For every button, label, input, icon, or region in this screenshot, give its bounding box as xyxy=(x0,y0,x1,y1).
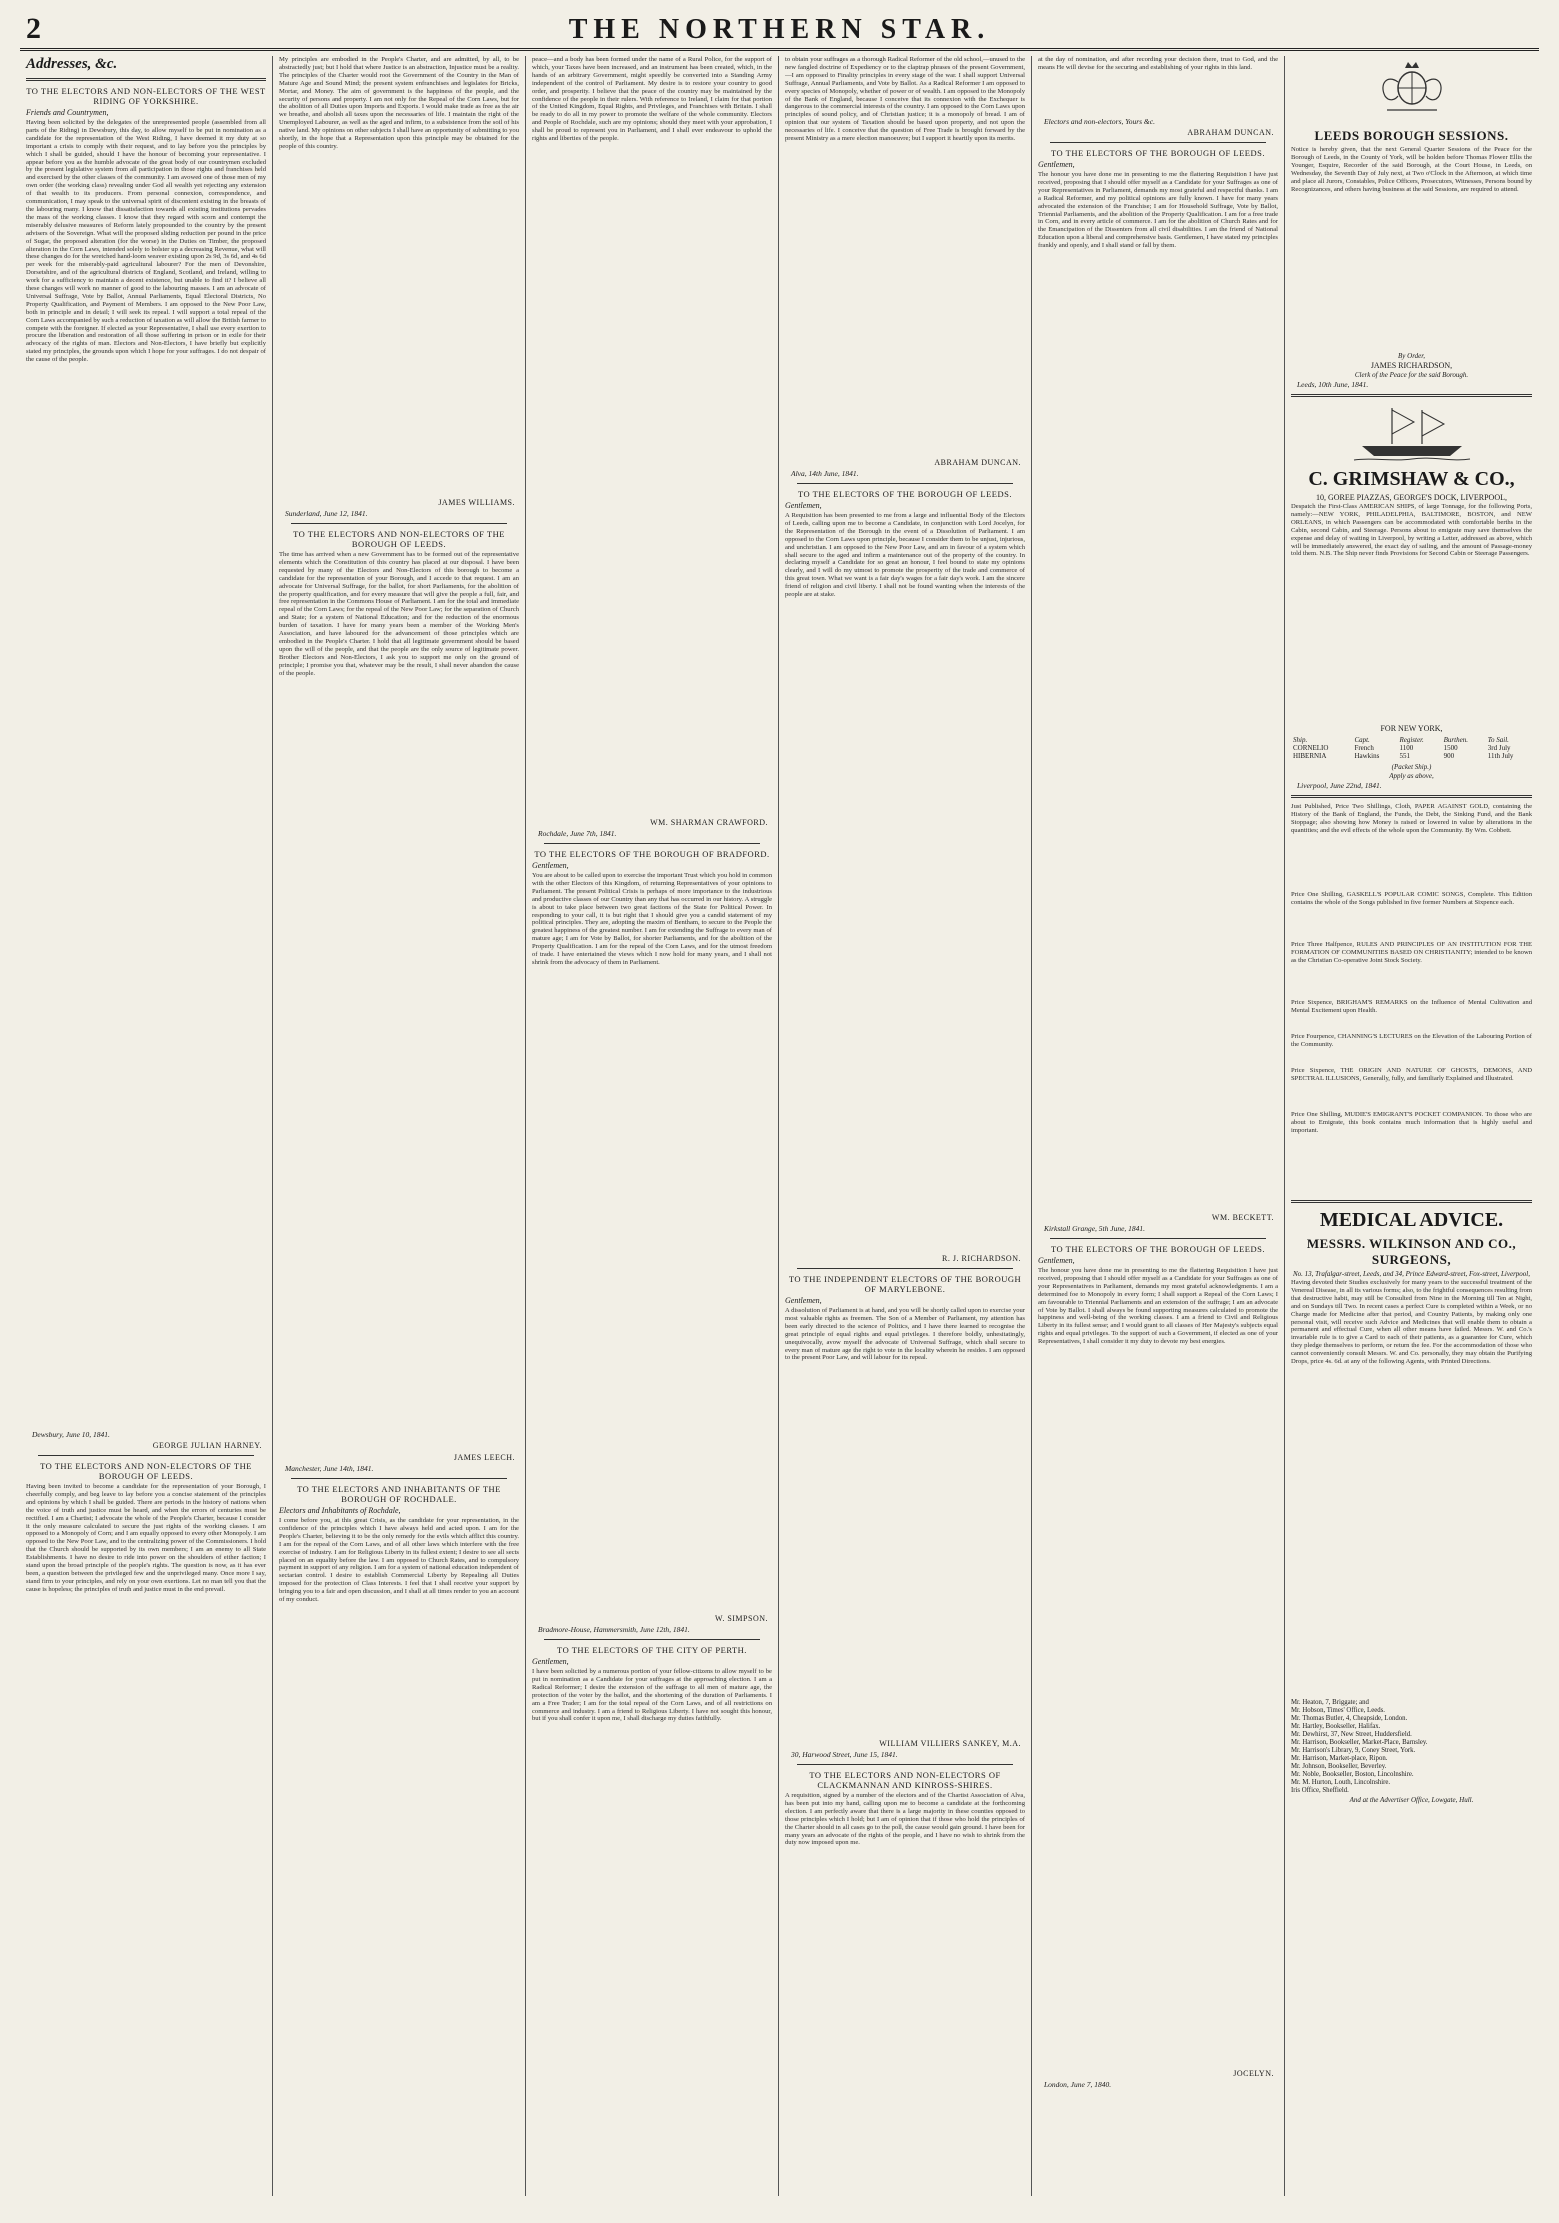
article-title: TO THE ELECTORS AND INHABITANTS OF THE BOROUGH OF ROCHDALE. xyxy=(297,1484,501,1504)
article-signature: ABRAHAM DUNCAN. xyxy=(1187,128,1274,137)
list-item: Mr. M. Hurton, Louth, Lincolnshire. xyxy=(1291,1779,1391,1786)
newspaper-page xyxy=(20,12,1539,2207)
article-signature: JOCELYN. xyxy=(1233,2069,1274,2078)
article-title: TO THE ELECTORS OF THE BOROUGH OF LEEDS. xyxy=(798,489,1012,499)
medical-title: MEDICAL ADVICE. xyxy=(1319,1209,1504,1231)
divider xyxy=(797,1764,1013,1765)
ad-paper-against-gold: Just Published, Price Two Shillings, Cloth, PAPER AGAINST GOLD, containing the History of the Bank of England, the Funds, the Debt, the Sinking Fund, and the Bank Stoppage; also showing how Money is raised or lowered in value by alterations in the quantities; and the evil effects of the whole upon the Community. By Wm. Cobbett. xyxy=(1291,803,1532,891)
divider xyxy=(1291,795,1532,798)
salutation: Friends and Countrymen, xyxy=(26,108,109,117)
list-item: Mr. Hobson, Times' Office, Leeds. xyxy=(1291,1707,1385,1714)
divider xyxy=(1291,394,1532,397)
apply-note: Apply as above, xyxy=(1389,772,1434,780)
article-title: TO THE ELECTORS OF THE BOROUGH OF LEEDS. xyxy=(1051,1244,1265,1254)
article-signature: JAMES LEECH. xyxy=(453,1453,515,1462)
ship-cell: 900 xyxy=(1443,752,1455,760)
column-6 xyxy=(1285,56,1538,2196)
divider xyxy=(1291,1200,1532,1203)
ad-ghosts: Price Sixpence, THE ORIGIN AND NATURE OF GHOSTS, DEMONS, AND SPECTRAL ILLUSIONS, Generally, fully, and familiarly Explained and Illustrated. xyxy=(1291,1067,1532,1111)
ad-channing: Price Fourpence, CHANNING'S LECTURES on the Elevation of the Labouring Portion of the Community. xyxy=(1291,1033,1532,1067)
article-title: TO THE ELECTORS OF THE BOROUGH OF BRADFORD. xyxy=(534,849,770,859)
article-title: TO THE ELECTORS AND NON-ELECTORS OF THE BOROUGH OF LEEDS. xyxy=(40,1461,252,1481)
ship-cell: 551 xyxy=(1399,752,1410,760)
article-date: Sunderland, June 12, 1841. xyxy=(285,509,368,518)
article-date: Manchester, June 14th, 1841. xyxy=(285,1464,374,1473)
article-date: Electors and non-electors, Yours &c. xyxy=(1044,117,1155,126)
table-row xyxy=(1291,752,1532,760)
ship-icon xyxy=(1352,402,1472,462)
section-label: Addresses, &c. xyxy=(26,56,118,72)
divider xyxy=(544,843,760,844)
article-date: London, June 7, 1840. xyxy=(1044,2080,1112,2089)
article-date: Kirkstall Grange, 5th June, 1841. xyxy=(1044,1224,1146,1233)
ad-rules-principles: Price Three Halfpence, RULES AND PRINCIPLES OF AN INSTITUTION FOR THE FORMATION OF COMMUNITIES BASED ON CHRISTIANITY; intended to be known as the Christian Co-operative Joint Stock Society. xyxy=(1291,941,1532,999)
article-body: My principles are embodied in the People's Charter, and are admitted, by all, to be abstractedly just; but I hold that where Justice is an abstraction, Injustice must be a reality. The principles of the Charter would root the Government of the Country in the Man of Mature Age and Sound Mind; the present system enfranchises and legislates for Bricks, Mortar, and Money. The aim of government is the happiness of the people, and the security of persons and property. I am not only for the Repeal of the Corn Laws, but for the abolition of all Duties upon Imports and Exports. I would make trade as free as the air we breathe, and abolish all taxes upon the necessaries of life. I maintain the right of the Unemployed Labourer, as well as the aged and infirm, to a subsistence from the soil of his native land. My opinions on other subjects I shall have an opportunity of submitting to you shortly, in the hope that a Representation upon this principle may be obtained for the people of this country. xyxy=(279,56,519,496)
article-body: Having been invited to become a candidate for the representation of your Borough, I cheerfully comply, and beg leave to lay before you a concise statement of the principles and opinions by which I shall be guided. There are periods in the history of nations when the voice of truth and justice must be heard, and when the errors of centuries must be rectified. I am a Chartist; I advocate the whole of the People's Charter, because I consider it the only measure calculated to secure the just rights of the working classes. I am opposed to a Monopoly of Corn; and I am equally opposed to every other Monopoly. I am opposed to the New Poor Law, and to the centralizing power of the Commissioners. I hold that the Church should be supported by its own members; I am an enemy to all State Establishments. I have no desire to ride into power on the shoulders of either faction; I stand upon the broad principle of the people's rights. The question is now, as it has ever been, a question between the privileged few and the unprivileged many. Once more I say, stand firm to your principles, and rely on your own exertions. Let no man tell you that the cause is hopeless; the principles of truth and justice must in the end prevail. xyxy=(26,1483,266,2133)
article-title: TO THE ELECTORS AND NON-ELECTORS OF CLACKMANNAN AND KINROSS-SHIRES. xyxy=(809,1770,1001,1790)
column-3 xyxy=(526,56,779,2196)
ship-cell: HIBERNIA xyxy=(1293,752,1327,760)
article-signature: R. J. RICHARDSON. xyxy=(942,1254,1021,1263)
column-1 xyxy=(20,56,273,2196)
ad-comic-songs: Price One Shilling, GASKELL'S POPULAR COMIC SONGS, Complete. This Edition contains the whole of the Songs published in five former Numbers at Sixpence each. xyxy=(1291,891,1532,941)
article-body: The honour you have done me in presenting to me the flattering Requisition I have just received, proposing that I should offer myself as a Candidate for your Suffrages as one of your Representatives in Parliament, demands my most grateful and respectful thanks. I am a Radical Reformer, and my political opinions are fully known. I have for many years advocated the extension of the Franchise; I am for Household Suffrage, Vote by Ballot, Triennial Parliaments, and the abolition of the Property Qualification. I am for a free trade in Corn, and in every article of commerce. I am for the abolition of Church Rates and for the Emancipation of the Dissenters from all civil disabilities. I am the friend of National Education upon a liberal and comprehensive basis. Gentlemen, I have stated my principles frankly and openly, and I shall stand or fall by them. xyxy=(1038,171,1278,1211)
list-item: Mr. Harrison, Market-place, Ripon. xyxy=(1291,1755,1388,1762)
divider xyxy=(544,1639,760,1640)
divider xyxy=(797,1268,1013,1269)
article-signature: WM. BECKETT. xyxy=(1211,1213,1274,1222)
table-row xyxy=(1291,744,1532,752)
article-title: TO THE ELECTORS AND NON-ELECTORS OF THE WEST RIDING OF YORKSHIRE. xyxy=(26,86,266,106)
article-signature: WILLIAM VILLIERS SANKEY, M.A. xyxy=(879,1739,1021,1748)
column-2 xyxy=(273,56,526,2196)
list-item: Mr. Johnson, Bookseller, Beverley. xyxy=(1291,1763,1387,1770)
article-body: at the day of nomination, and after recording your decision there, trust to God, and the means He will devise for the securing and establishing of your rights in this land. xyxy=(1038,56,1278,116)
salutation: Gentlemen, xyxy=(785,1296,822,1305)
article-body: I come before you, at this great Crisis, as the candidate for your representation, in the confidence of the principles which I have always held and acted upon. I am for the People's Charter, believing it to be the only remedy for the evils which afflict this country. I am for the repeal of the Corn Laws, and of all other laws which interfere with the free exercise of industry. I am for Religious Liberty in its fullest extent; I desire to see all sects placed on an equality before the law. I am opposed to Church Rates, and to compulsory payment in support of any religion. I am for a system of national education independent of sectarian control. I desire to establish Commercial Liberty by Repealing all Duties imposed for the protection of Class Interests. I feel that I shall receive your support by bringing you to a fair and open discussion, and I shall at all times render to you an account of my conduct. xyxy=(279,1517,519,2177)
article-body: peace—and a body has been formed under the name of a Rural Police, for the support of which, your Taxes have been increased, and an instrument has been created, which, in the hands of an arbitrary Government, might speedily be converted into a Standing Army independent of the control of Parliament. My desire is to restore your country to good order, and prosperity. I believe that the peace of the country may be maintained by the confidence of the people in their rulers. With reference to Ireland, I claim for that portion of the United Kingdom, Equal Rights, and Privileges, and Franchises with Britain. I shall be ready to do all in my power to promote the welfare of the whole community. Electors and People of Rochdale, such are my opinions; should they meet with your approbation, I shall be proud to represent you in Parliament, and I shall ever endeavour to uphold the rights and liberties of the people. xyxy=(532,56,772,816)
for-new-york: FOR NEW YORK, xyxy=(1380,724,1443,733)
list-item: Mr. Harrison's Library, 9, Coney Street, York. xyxy=(1291,1747,1416,1754)
article-title: TO THE ELECTORS OF THE BOROUGH OF LEEDS. xyxy=(1051,148,1265,158)
page-number: 2 xyxy=(26,12,41,45)
article-signature: JAMES WILLIAMS. xyxy=(438,498,515,507)
article-title: TO THE ELECTORS AND NON-ELECTORS OF THE BOROUGH OF LEEDS. xyxy=(293,529,505,549)
newspaper-title: THE NORTHERN STAR. xyxy=(568,14,991,45)
divider xyxy=(38,1455,254,1456)
divider xyxy=(291,1478,507,1479)
salutation: Electors and Inhabitants of Rochdale, xyxy=(279,1506,401,1515)
notice-role: Clerk of the Peace for the said Borough. xyxy=(1354,371,1469,379)
masthead xyxy=(20,12,1539,51)
grimshaw-body: Despatch the First-Class AMERICAN SHIPS, of large Tonnage, for the following Ports, namely:—NEW YORK, PHILADELPHIA, BALTIMORE, BOSTON, and NEW ORLEANS, in which Passengers can be accommodated with comfortable berths in the Cabin, second Cabin, and Steerage. Persons about to emigrate may save themselves the expense and delay of waiting in Liverpool, by writing a Letter, addressed as above, which will be immediately answered, the exact day of sailing, and the amount of Passage-money told them. N.B. The Ship never finds Provisions for Second Cabin or Steerage Passengers. xyxy=(1291,503,1532,723)
salutation: Gentlemen, xyxy=(532,861,569,870)
article-body: You are about to be called upon to exercise the important Trust which you hold in common with the other Electors of this Kingdom, of returning Representatives of your opinions to Parliament. The present Political Crisis is perhaps of more importance to the industrious and productive classes of our Country than any that has occurred in our history. A struggle is about to take place between two great factions of the State for Political Power. In responding to your call, it is but right that I should give you a candid statement of my political principles. They are, adopting the maxim of Bentham, to secure to the People the greatest happiness of the greatest number. I am for extending the Suffrage to every man of mature age; I am for Vote by Ballot, for shorter Parliaments, and for the abolition of the Property Qualification. I am for the repeal of the Corn Laws, and for the utmost freedom of trade. I have entertained the views which I now hold for many years, and I shall not shrink from the advocacy of them in Parliament. xyxy=(532,872,772,1612)
divider xyxy=(797,483,1013,484)
ship-cell: French xyxy=(1354,744,1374,752)
article-body: to obtain your suffrages as a thorough Radical Reformer of the old school,—unused to the new fangled doctrine of Expediency or to the claptrap phrases of the present Government,—I am opposed to Finality principles in every stage of the war. I shall support Universal Suffrage, Annual Parliaments, and Vote by Ballot. As a Radical Reformer I am opposed to every species of Monopoly, whether of power or of wealth. I am opposed to the Monopoly of the Bank of England, because I conceive that its connexion with the Exchequer is dangerous to the commercial interests of the country. I am opposed to the Corn Laws upon principles of sound policy, and of Christian justice; it is a monopoly of bread. I am of opinion that our system of Taxation should be based upon property, and not upon the necessaries of life. I conceive that the question of Free Trade is brought forward by the present Ministry as a mere election manoeuvre; but I support it heartily upon its merits. xyxy=(785,56,1025,456)
article-title: TO THE INDEPENDENT ELECTORS OF THE BOROUGH OF MARYLEBONE. xyxy=(788,1274,1022,1294)
list-item: Iris Office, Sheffield. xyxy=(1291,1787,1349,1794)
divider xyxy=(26,78,266,81)
article-body: I have been solicited by a numerous portion of your fellow-citizens to allow myself to be put in nomination as a Candidate for your suffrages at the approaching election. I am a Radical Reformer; I desire the extension of the suffrage to all men of mature age, the protection of the voter by the ballot, and the shortening of the duration of Parliaments. I am a Free Trader; I am for the total repeal of the Corn Laws, and of all restrictions on commerce and industry. I am a friend to Religious Liberty. I have not sought this honour, but if you shall confer it upon me, I shall discharge my duties faithfully. xyxy=(532,1668,772,2138)
article-body: A Requisition has been presented to me from a large and influential Body of the Electors of Leeds, calling upon me to become a Candidate, in conjunction with Lord Jocelyn, for the Representation of the Borough in the event of a Dissolution of Parliament. I am opposed to the Corn Laws upon principle, because I consider them to be unjust, injurious, and unchristian. I am opposed to the New Poor Law, and am in favour of a system which shall secure to the aged and infirm a maintenance out of the property of the country. In declaring myself a Candidate for so great an honour, I feel bound to state my opinions clearly, and I will do my utmost to promote the prosperity of the trade and commerce of this great town. What we want is a fair day's wages for a fair day's work. I am the sincere friend of religion and civil liberty. I shall not be found wanting when the interests of the people are at stake. xyxy=(785,512,1025,1252)
ship-cell: 11th July xyxy=(1487,752,1514,760)
divider xyxy=(1050,142,1266,143)
article-date: Alva, 14th June, 1841. xyxy=(791,469,859,478)
medical-address: No. 13, Trafalgar-street, Leeds, and 34, Prince Edward-street, Fox-street, Liverpool, xyxy=(1293,1270,1530,1278)
salutation: Gentlemen, xyxy=(1038,1256,1075,1265)
divider xyxy=(1050,1238,1266,1239)
column-4 xyxy=(779,56,1032,2196)
ship-col-header: To Sail. xyxy=(1487,736,1509,744)
grimshaw-address: 10, GOREE PIAZZAS, GEORGE'S DOCK, LIVERPOOL, xyxy=(1316,493,1507,502)
list-item: Mr. Harrison, Bookseller, Market-Place, Barnsley. xyxy=(1291,1739,1428,1746)
salutation: Gentlemen, xyxy=(785,501,822,510)
grimshaw-date: Liverpool, June 22nd, 1841. xyxy=(1297,781,1382,790)
article-date: Dewsbury, June 10, 1841. xyxy=(32,1430,110,1439)
packet-note: (Packet Ship.) xyxy=(1391,763,1432,771)
medical-footer: And at the Advertiser Office, Lowgate, Hull. xyxy=(1349,1796,1474,1804)
notice-by-order: By Order, xyxy=(1398,352,1425,360)
article-signature: GEORGE JULIAN HARNEY. xyxy=(152,1441,262,1450)
ship-col-header: Burthen. xyxy=(1443,736,1468,744)
article-body: The time has arrived when a new Government has to be formed out of the representative elements which the Constitution of this country has placed at our disposal. I have been requested by many of the Electors and Non-Electors of this borough to become a candidate for the representation of your Borough, and I accede to that request. I am an advocate for Universal Suffrage, for the ballot, for short Parliaments, for the abolition of the property qualification, and for every measure that will give the people a full, fair, and free representation in the Commons House of Parliament. I am for the total and immediate repeal of the Corn Laws; for the repeal of the New Poor Law; for the separation of Church and State; for a system of National Education; and for the reduction of the enormous burden of taxation. I have for many years been a member of the Working Men's Association, and have laboured for the advancement of those principles which are embodied in the People's Charter. I hold that all legitimate government should be based upon the will of the people, and that the people are the only source of legitimate power. Brother Electors and Non-Electors, I ask you to support me only on the ground of principle; I promise you that, whatever may be the result, I shall never abandon the cause of the people. xyxy=(279,551,519,1451)
notice-date: Leeds, 10th June, 1841. xyxy=(1297,380,1369,389)
article-date: 30, Harwood Street, June 15, 1841. xyxy=(791,1750,898,1759)
list-item: Mr. Thomas Butler, 4, Cheapside, London. xyxy=(1291,1715,1408,1722)
list-item: Mr. Hartley, Bookseller, Halifax. xyxy=(1291,1723,1381,1730)
ad-mudie: Price One Shilling, MUDIE'S EMIGRANT'S POCKET COMPANION. To those who are about to Emigrate, this book contains much information that is highly useful and important. xyxy=(1291,1111,1532,1195)
article-signature: W. SIMPSON. xyxy=(715,1614,768,1623)
article-body: A requisition, signed by a number of the electors and of the Chartist Association of Alva, has been put into my hand, calling upon me to become a candidate at the forthcoming election. I am perfectly aware that there is a large majority in these counties opposed to those principles which I hold; but I am of opinion that if those who hold the principles of the Charter should in all cases go to the poll, the cause would gain ground. I have been for many years an advocate of the rights of the people, and I have no wish to shrink from the duty now imposed upon me. xyxy=(785,1792,1025,2162)
article-date: Rochdale, June 7th, 1841. xyxy=(538,829,617,838)
article-signature: ABRAHAM DUNCAN. xyxy=(934,458,1021,467)
medical-subtitle: MESSRS. WILKINSON AND CO., SURGEONS, xyxy=(1306,1236,1517,1267)
ship-cell: CORNELIO xyxy=(1293,744,1329,752)
agents-list xyxy=(1291,1699,1532,1795)
ship-cell: 1100 xyxy=(1399,744,1414,752)
ship-col-header: Register. xyxy=(1399,736,1424,744)
list-item: Mr. Dewhirst, 37, New Street, Huddersfield. xyxy=(1291,1731,1412,1738)
ship-table xyxy=(1291,736,1532,760)
article-body: A dissolution of Parliament is at hand, and you will be shortly called upon to exercise your most valuable rights as freemen. The Son of a Member of Parliament, my attention has been early directed to the science of Politics, and I have there learned to recognise the great principle of equal rights and equal privileges. I therefore boldly, unhesitatingly, unequivocally, avow myself the advocate of Universal Suffrage, which shall secure to every man of mature age the right to vote in the locality wherein he resides. I am opposed to the present Poor Law, and will labour for its repeal. xyxy=(785,1307,1025,1737)
columns xyxy=(20,56,1539,2196)
ad-brigham: Price Sixpence, BRIGHAM'S REMARKS on the Influence of Mental Cultivation and Mental Excitement upon Health. xyxy=(1291,999,1532,1033)
notice-body: Notice is hereby given, that the next General Quarter Sessions of the Peace for the Borough of Leeds, in the County of York, will be holden before Thomas Flower Ellis the Younger, Esquire, Recorder of the said Borough, at the Court House, in Leeds, on Wednesday, the Seventh Day of July next, at Two o'Clock in the Afternoon, at which time and place all Jurors, Constables, Police Officers, Prosecutors, Witnesses, Persons bound by Recognizances, and others having business at the said Sessions, are required to attend. xyxy=(1291,146,1532,351)
article-body: Having been solicited by the delegates of the unrepresented people (assembled from all parts of the Riding) in Dewsbury, this day, to allow myself to be put in nomination as a candidate for the representation of the West Riding, I have deemed it my duty at so important a crisis to comply with their request, and to lay before you the principles by which I shall be guided, should I have the honour of becoming your representative. I appear before you as the humble advocate of the great body of our countrymen excluded by the present legislative system from all participation in those rights and franchises held and exercised by the other classes of the community. I am avowed one of those men of my own order (the working class) revealing under God all wealth yet rejecting any extension of that wealth to its producers. From personal connexion, correspondence, and communication, I may speak to the universal spirit of discontent existing in the breasts of the labouring many. I know that dissatisfaction towards all existing institutions pervades the mass of the working classes. I know that they regard with scorn and contempt the miserably delusive measures of Reform lately propounded to the country by the present advisers of the Sovereign. What will the proposed sliding reduction per pound in the price of Sugar, the proposed alteration (for the worse) in the Duties on Timber, the proposed alteration in the Corn Laws, intended solely to bolster up a decreasing Revenue, what will these changes do for the wretched hand-loom weaver existing upon 2s 9d, 3s 6d, and 4s 6d per week for the miserably-paid agricultural labourer? For the men of Devonshire, Dorsetshire, and of the agricultural districts of England, Scotland, and Ireland, willing to work for a sufficiency to maintain a decent existence, but unable to find it? I believe all these changes will work no manner of good to the labouring masses. I am an advocate of Universal Suffrage, Vote by Ballot, Annual Parliaments, Equal Electoral Districts, No Property Qualification, and Payment of Members. I am opposed to the New Poor Law, both in principle and in detail; I will seek its repeal. I will support a total repeal of the Corn Laws accompanied by such a reduction of taxation as will allow the British farmer to compete with the foreigner. If elected as your Representative, I shall use every exertion to procure the liberation and restoration of all those suffering in prison or in exile for their advocacy of the rights of man. Electors and Non-Electors, I have briefly but explicitly stated my principles, the grounds upon which I hope for your suffrages. I do not despair of the cause of the people. xyxy=(26,119,266,1429)
notice-name: JAMES RICHARDSON, xyxy=(1370,361,1453,370)
salutation: Gentlemen, xyxy=(1038,160,1075,169)
article-signature: WM. SHARMAN CRAWFORD. xyxy=(650,818,768,827)
ship-cell: Hawkins xyxy=(1354,752,1380,760)
list-item: Mr. Noble, Bookseller, Boston, Lincolnshire. xyxy=(1291,1771,1414,1778)
salutation: Gentlemen, xyxy=(532,1657,569,1666)
ship-table-header xyxy=(1291,736,1532,744)
article-date: Bradmore-House, Hammersmith, June 12th, 1841. xyxy=(538,1625,690,1634)
ship-col-header: Capt. xyxy=(1354,736,1370,744)
notice-title: LEEDS BOROUGH SESSIONS. xyxy=(1314,128,1509,143)
grimshaw-title: C. GRIMSHAW & CO., xyxy=(1308,468,1515,490)
ship-cell: 1500 xyxy=(1443,744,1458,752)
list-item: Mr. Heaton, 7, Briggate; and xyxy=(1291,1699,1369,1706)
divider xyxy=(291,523,507,524)
article-title: TO THE ELECTORS OF THE CITY OF PERTH. xyxy=(557,1645,747,1655)
royal-arms-icon xyxy=(1367,58,1457,124)
article-body: The honour you have done me in presenting to me the flattering Requisition I have just received, proposing that I should offer myself as a Candidate for your Suffrages as one of your Representatives in Parliament, demands my most grateful acknowledgments. I am a determined foe to Monopoly in every form; I shall support a Repeal of the Corn Laws; I am favourable to Triennial Parliaments and an extension of the suffrage; I am an advocate of Vote by Ballot. I shall always be found supporting measures calculated to promote the happiness and well-being of the working classes. I am a friend to Civil and Religious Liberty in its fullest sense; and I would grant to all classes of Her Majesty's subjects equal rights and equal privileges. To the support of such a Government, if elected as one of your Representatives, I shall consider it my duty to devote my best energies. xyxy=(1038,1267,1278,2067)
ship-col-header: Ship. xyxy=(1293,736,1308,744)
column-5 xyxy=(1032,56,1285,2196)
medical-body: Having devoted their Studies exclusively for many years to the successful treatment of the Venereal Disease, in all its various forms; also, to the frightful consequences resulting from that destructive habit, may still be Consulted from Nine in the Morning till Ten at Night, and on Sundays till Two. In recent cases a perfect Cure is completed within a Week, or no Charge made for Medicine after that period, and Country Patients, by making only one personal visit, will receive such Advice and Medicines that will enable them to obtain a permanent and effectual Cure, when all other means have failed. Messrs. W. and Co.'s invariable rule is to give a Card to each of their patients, as a guarantee for Cure, which they pledge themselves to perform, or return the fee. For the accommodation of those who cannot conveniently consult Messrs. W. and Co. personally, they may obtain the Purifying Drops, price 4s. 6d. at any of the following Agents, with Printed Directions. xyxy=(1291,1279,1532,1699)
ship-cell: 3rd July xyxy=(1487,744,1511,752)
